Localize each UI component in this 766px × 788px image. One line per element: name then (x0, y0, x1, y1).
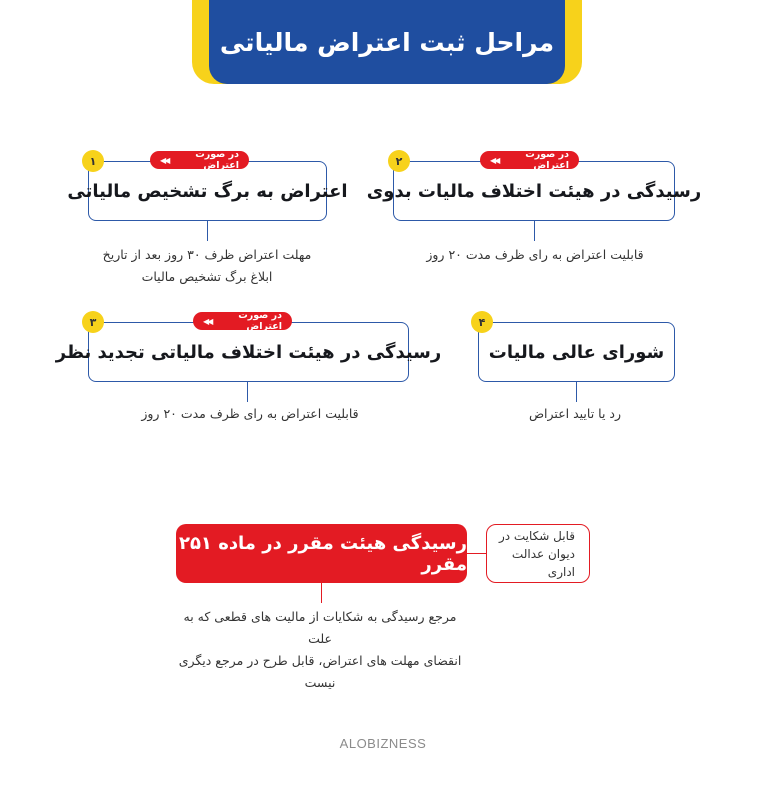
final-note-line-1: مرجع رسیدگی به شکایات از مالیت های قطعی که به علت (183, 609, 457, 646)
step-4-box (478, 322, 675, 382)
step-3-title: رسیدگی در هیئت اختلاف مالیاتی تجدید نظر (55, 341, 442, 363)
step-2-connector (534, 221, 535, 241)
page-title (209, 0, 565, 84)
final-note-line-3: نیست (304, 675, 336, 690)
step-1-number-badge (82, 150, 104, 172)
step-3-connector (247, 382, 248, 402)
step-1-tag-text: در صورت اعتراض (195, 149, 239, 171)
step-3-number: ۳ (89, 315, 97, 329)
brand-watermark: ALOBIZNESS (339, 736, 427, 751)
final-side-connector (467, 553, 486, 554)
double-arrow-icon: ◀◀ (490, 155, 499, 165)
final-side-box (486, 524, 590, 583)
step-2-number: ۲ (395, 154, 403, 168)
step-3-number-badge (82, 311, 104, 333)
final-side-line-2: دیوان عدالت اداری (511, 546, 575, 579)
step-2-title: رسیدگی در هیئت اختلاف مالیات بدوی (366, 180, 702, 202)
page-title-text: مراحل ثبت اعتراض مالیاتی (219, 27, 555, 57)
step-2-note (410, 244, 660, 266)
double-arrow-icon: ◀◀ (203, 316, 212, 326)
step-4-number: ۴ (478, 315, 486, 329)
step-4-note-line-1: رد یا تایید اعتراض (528, 406, 622, 421)
step-4-title: شورای عالی مالیات (488, 341, 665, 363)
final-note-connector (321, 583, 322, 603)
step-1-title: اعتراض به برگ تشخیص مالیاتی (67, 180, 348, 202)
final-stage-box (176, 524, 467, 583)
step-3-note (140, 403, 360, 425)
step-4-number-badge (471, 311, 493, 333)
step-3-tag-text: در صورت اعتراض (238, 310, 282, 332)
step-1-note-line-2: ابلاغ برگ تشخیص مالیات (141, 269, 273, 284)
step-1-tag (150, 151, 249, 169)
step-4-connector (576, 382, 577, 402)
step-2-tag (480, 151, 579, 169)
step-1-connector (207, 221, 208, 241)
step-1-note (96, 244, 318, 288)
final-side-line-1: قابل شکایت در (498, 528, 575, 543)
step-3-tag (193, 312, 292, 330)
step-1-note-line-1: مهلت اعتراض ظرف ۳۰ روز بعد از تاریخ (102, 247, 312, 262)
step-1-number: ۱ (89, 154, 97, 168)
step-4-note (500, 403, 650, 425)
step-3-note-line-1: قابلیت اعتراض به رای ظرف مدت ۲۰ روز (141, 406, 359, 421)
final-note-line-2: انقضای مهلت های اعتراض، قابل طرح در مرجع دیگری (178, 653, 462, 668)
step-2-tag-text: در صورت اعتراض (525, 149, 569, 171)
final-note (170, 606, 470, 694)
step-2-note-line-1: قابلیت اعتراض به رای ظرف مدت ۲۰ روز (426, 247, 644, 262)
final-stage-title: رسیدگی هیئت مقرر در ماده ۲۵۱ مقرر (178, 532, 467, 575)
double-arrow-icon: ◀◀ (160, 155, 169, 165)
step-2-number-badge (388, 150, 410, 172)
